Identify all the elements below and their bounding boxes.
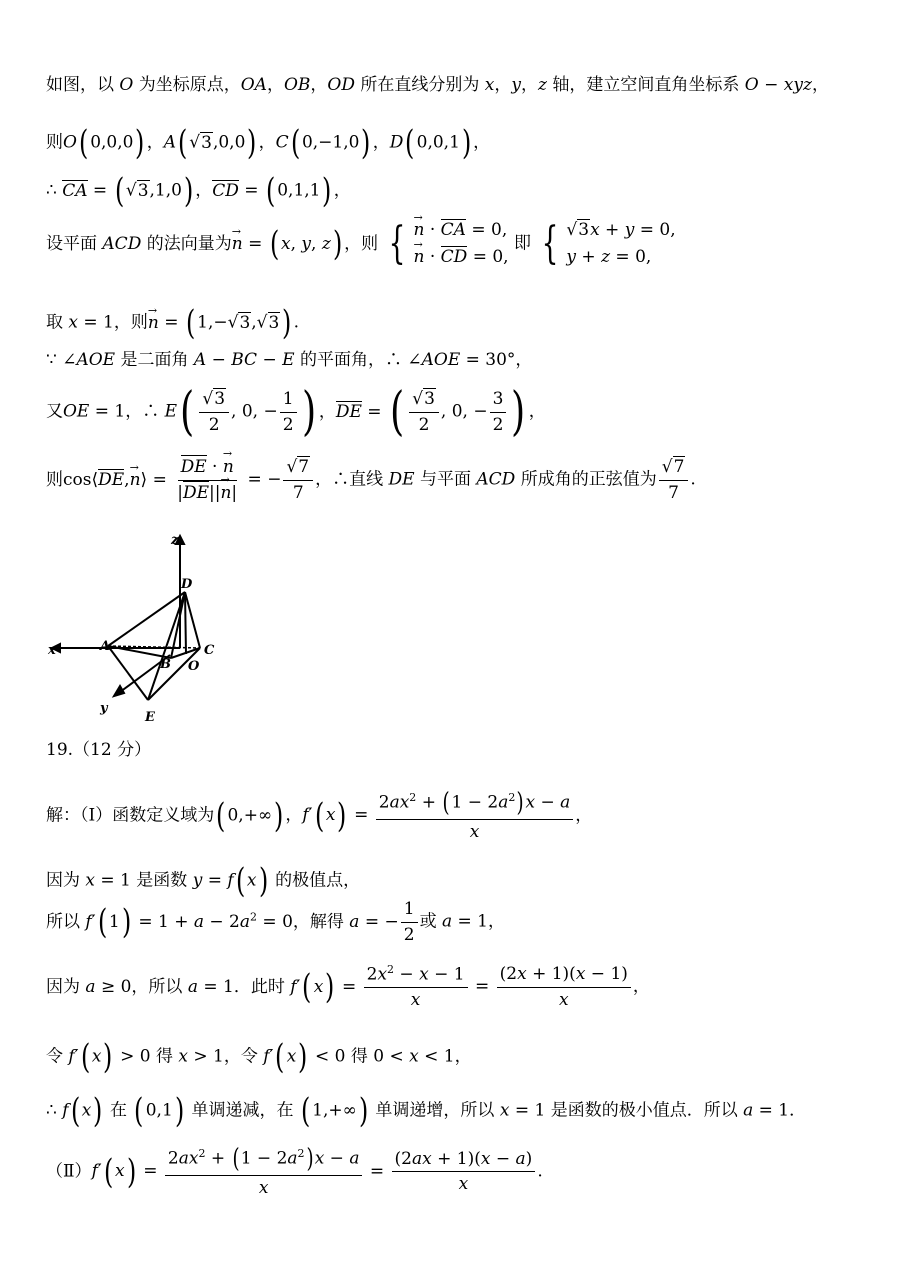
geometry-figure: [40, 530, 230, 725]
edge-DO: [185, 592, 186, 654]
coordinate-equations-system: { √3x + y = 0, y + z = 0,: [541, 218, 676, 269]
problem-19-line-4: 因为 a ≥ 0，所以 a = 1．此时 f′( x) = $\frac{2x^2 - x - 1}{x}$ = $\frac{(2x + 1)(x - 1)}{x}$ ，: [46, 963, 650, 1011]
edge-AD: [108, 592, 185, 646]
problem-19-line-1: 解：（Ⅰ）函数定义域为( 0,+∞) ，f′( x) = $\frac{2ax^2 + (1 - 2a^2)x - a}{x}$ ，: [46, 788, 593, 842]
problem-19-line-5: 令 f′( x) > 0 得 x > 1，令 f′( x) < 0 得 0 < x < 1，: [46, 1037, 472, 1077]
label-y: y: [100, 701, 108, 716]
label-z: z: [171, 533, 179, 548]
problem-19-header: 19.（12 分）: [46, 740, 152, 760]
label-O: O: [188, 659, 200, 674]
problem-19-line-6: ∴ f( x) 在 ( 0,1) 单调递减，在 ( 1,+∞) 单调递增，所以 x = 1 是函数的极小值点．所以 a = 1．: [46, 1091, 807, 1131]
problem-19-line-7: （Ⅱ）f′( x) = $\frac{2ax^2 + (1 - 2a^2)x - a}{x}$ = $\frac{(2ax + 1)(x - a)}{x}$ .: [46, 1144, 543, 1198]
solution-line-8: 则cos⟨DE,→ n⟩ = $\frac{DE \cdot \to n}{|DE||\to n|}$ = − $\frac{√7}{7}$ ，∴直线 DE 与平面 ACD 所成角的正弦值为 $\frac{√7}{7}$ .: [46, 458, 696, 502]
edge-DC: [185, 592, 200, 648]
label-E: E: [145, 710, 155, 725]
label-C: C: [204, 643, 215, 658]
solution-line-7: 又OE = 1，∴ E( $\frac{√3}{2}$ , 0, − $\frac{1}{2}$ ) ，DE = ( $\frac{√3}{2}$ , 0, − $\frac{3}{2}$ ) ，: [46, 382, 546, 442]
solution-line-3: ∴ CA = ( √3,1,0) ，CD = ( 0,1,1) ，: [46, 171, 351, 211]
problem-19-line-3: 所以 f′( $1) = 1 + a - 2a^2 = 0$，解得 a = − $\frac{1}{2}$ 或 a = 1，: [46, 899, 505, 945]
label-A: A: [100, 639, 111, 654]
solution-line-5: 取 x = 1，则→ n = ( 1,−√3,√3) .: [46, 306, 299, 340]
solution-line-1: 如图，以 O 为坐标原点，OA，OB，OD 所在直线分别为 x，y，z 轴，建立空间直角坐标系 O − xyz，: [46, 75, 829, 95]
edge-AE: [108, 646, 148, 700]
problem-19-line-2: 因为 x = 1 是函数 y = f( x) 的极值点，: [46, 861, 361, 901]
solution-line-4: 设平面 ACD 的法向量为→ n = ( x, y, z) ，则 { → n · CA = 0, → n · CD = 0, 即 { √3x + y = 0, y + z = 0,: [46, 222, 676, 266]
solution-line-2: 则O( 0,0,0) ，A( √3,0,0) ，C( 0,−1,0) ，D( 0,0,1) ，: [46, 123, 491, 163]
label-D: D: [181, 577, 193, 592]
solution-line-6: ∵ ∠AOE 是二面角 A − BC − E 的平面角，∴ ∠AOE = 30°，: [46, 350, 533, 370]
normal-equations-system: { → n · CA = 0, → n · CD = 0,: [383, 222, 508, 266]
y-axis-arrow: [114, 686, 124, 696]
label-B: B: [160, 657, 171, 672]
label-x: x: [48, 643, 56, 658]
